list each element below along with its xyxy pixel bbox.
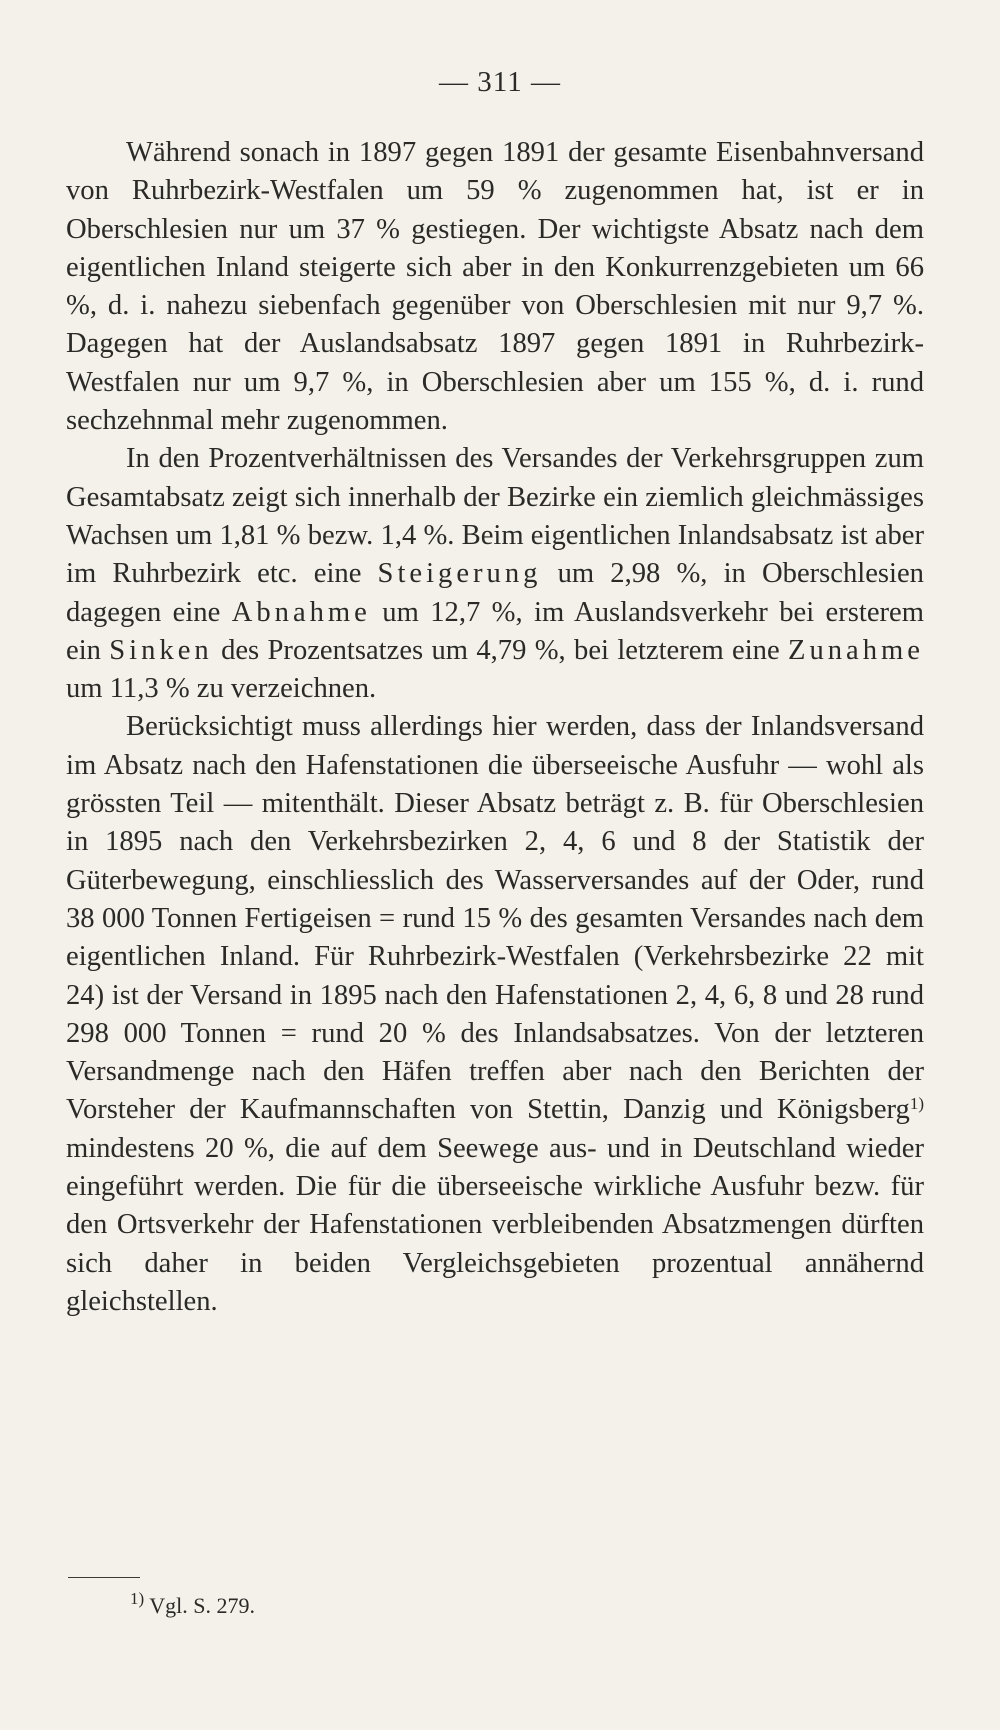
emphasis-steigerung: Steigerung xyxy=(377,558,542,590)
paragraph-1-text: Während sonach in 1897 gegen 1891 der gesamte Eisenbahnversand von Ruhrbezirk-Westfalen um 59 % zugenommen hat, ist er in Oberschlesien nur um 37 % gestiegen. Der wichtigste Absatz nach dem eigentlichen Inland steigerte sich aber in den Konkurrenzgebieten um 66 %, d. i. nahezu siebenfach gegenüber von Oberschlesien mit nur 9,7 %. Dagegen hat der Auslandsabsatz 1897 gegen 1891 in Ruhrbezirk-Westfalen nur um 9,7 %, in Oberschlesien aber um 155 %, d. i. rund sechzehnmal mehr zugenommen. xyxy=(66,137,924,437)
paragraph-2-text-b: um 2,98 %, in Oberschlesien dagegen eine xyxy=(66,558,924,628)
paragraph-2-text-d: des Prozentsatzes um 4,79 %, bei letzterem eine xyxy=(221,634,780,666)
emphasis-zunahme: Zunahme xyxy=(788,634,924,666)
footnote xyxy=(130,1589,256,1620)
paragraph-3-text-a: Berücksichtigt muss allerdings hier werden, dass der Inlandsversand im Absatz nach den Hafenstationen die überseeische Ausfuhr — wohl als grössten Teil — mitenthält. Dieser Absatz beträgt z. B. für Oberschlesien in 1895 nach den Verkehrsbezirken 2, 4, 6 und 8 der Statistik der Güterbewegung, einschliesslich des Wasserversandes auf der Oder, rund 38 000 Tonnen Fertigeisen = rund 15 % des gesamten Versandes nach dem eigentlichen Inland. Für Ruhrbezirk-Westfalen (Verkehrsbezirke 22 mit 24) ist der Versand in 1895 nach den Hafenstationen 2, 4, 6, 8 und 28 rund 298 000 Tonnen = rund 20 % des Inlandsabsatzes. Von der letzteren Versandmenge nach den Häfen treffen aber nach den Berichten der Vorsteher der Kaufmannschaften von Stettin, Danzig und Königsberg xyxy=(66,711,924,1126)
paragraph-2-text-e: um 11,3 % zu verzeichnen. xyxy=(66,673,377,705)
paragraph-1 xyxy=(66,134,924,440)
footnote-mark: 1) xyxy=(130,1589,145,1608)
emphasis-abnahme: Abnahme xyxy=(231,596,371,628)
footnote-reference: 1) xyxy=(909,1094,924,1114)
paragraph-3 xyxy=(66,708,924,1321)
body-text xyxy=(66,134,924,1321)
paragraph-3-text-b: mindestens 20 %, die auf dem Seewege aus- und in Deutschland wieder eingeführt werden. Die für die überseeische wirkliche Ausfuhr bezw. für den Ortsverkehr der Hafenstationen verbleibenden Absatzmengen dürften sich daher in beiden Vergleichsgebieten prozentual annähernd gleichstellen. xyxy=(66,1132,924,1317)
paragraph-2-text-a: In den Prozentverhältnissen des Versandes der Verkehrsgruppen zum Gesamtabsatz zeigt sich innerhalb der Bezirke ein ziemlich gleichmässiges Wachsen um 1,81 % bezw. 1,4 %. Beim eigentlichen Inlandsabsatz ist aber im Ruhrbezirk etc. eine xyxy=(66,443,924,590)
paragraph-2 xyxy=(66,440,924,708)
paragraph-2-text-c: um 12,7 %, im Auslandsverkehr bei ersterem ein xyxy=(66,596,924,666)
footnote-text: Vgl. S. 279. xyxy=(149,1593,256,1618)
page-number: — 311 — xyxy=(439,66,561,98)
emphasis-sinken: Sinken xyxy=(109,634,213,666)
footnote-divider xyxy=(68,1577,140,1578)
